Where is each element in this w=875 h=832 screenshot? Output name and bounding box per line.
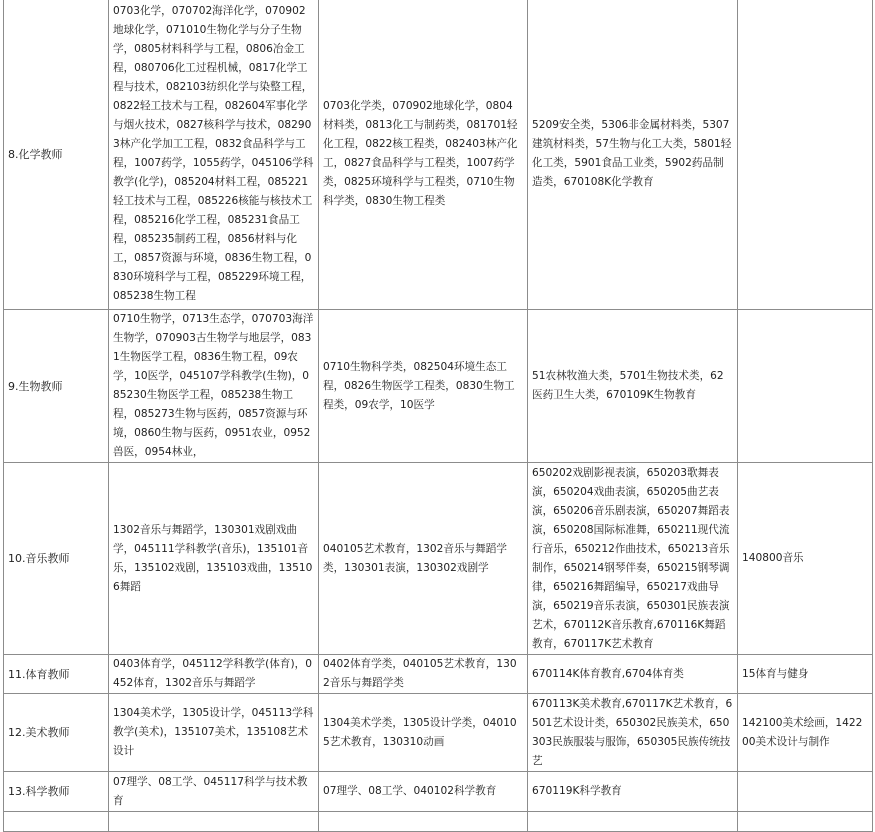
table-row xyxy=(4,694,873,772)
category-cell: 10.音乐教师 xyxy=(4,463,109,655)
secondary-majors-cell: 140800音乐 xyxy=(738,463,873,655)
graduate-majors-cell: 0710生物学，0713生态学，070703海洋生物学，070903古生物学与地层学，0831生物医学工程，0836生物工程，09农学，10医学，045107学科教学(生物)，085230生物医学工程，085238生物工程，085273生物与医药，0857资源与环境，0860生物与医药，0951农业，0952兽医，0954林业， xyxy=(109,310,319,463)
table-row xyxy=(4,772,873,812)
college-majors-cell: 650202戏剧影视表演，650203歌舞表演，650204戏曲表演，650205曲艺表演，650206音乐剧表演，650207舞蹈表演，650208国际标准舞，650211现代流行音乐，650212作曲技术，650213音乐制作，650214钢琴伴奏，650215钢琴调律，650216舞蹈编导，650217戏曲导演，650219音乐表演，650301民族表演艺术，670112K音乐教育,670116K舞蹈教育，670117K艺术教育 xyxy=(528,463,738,655)
table-row xyxy=(4,812,873,832)
college-majors-cell: 670113K美术教育,670117K艺术教育，6501艺术设计类，650302民族美术，650303民族服装与服饰，650305民族传统技艺 xyxy=(528,694,738,772)
undergrad-majors-cell: 0703化学类，070902地球化学，0804材料类，0813化工与制药类，081701轻化工程，0822核工程类，082403林产化工，0827食品科学与工程类，1007药学类，0825环境科学与工程类，0710生物科学类，0830生物工程类 xyxy=(319,0,528,310)
undergrad-majors-cell: 1304美术学类，1305设计学类，040105艺术教育，130310动画 xyxy=(319,694,528,772)
category-cell: 13.科学教师 xyxy=(4,772,109,812)
graduate-majors-cell: 1302音乐与舞蹈学，130301戏剧戏曲学，045111学科教学(音乐)，135101音乐，135102戏剧，135103戏曲，135106舞蹈 xyxy=(109,463,319,655)
college-majors-cell: 670119K科学教育 xyxy=(528,772,738,812)
college-majors-cell: 670114K体育教育,6704体育类 xyxy=(528,655,738,694)
major-table xyxy=(3,0,873,832)
undergrad-majors-cell: 07理学、08工学、040102科学教育 xyxy=(319,772,528,812)
category-cell: 8.化学教师 xyxy=(4,0,109,310)
undergrad-majors-cell: 0710生物科学类，082504环境生态工程，0826生物医学工程类，0830生物工程类，09农学，10医学 xyxy=(319,310,528,463)
category-cell: 12.美术教师 xyxy=(4,694,109,772)
college-majors-cell: 5209安全类，5306非金属材料类，5307建筑材料类，57生物与化工大类，5801轻化工类，5901食品工业类，5902药品制造类，670108K化学教育 xyxy=(528,0,738,310)
secondary-majors-cell: 15体育与健身 xyxy=(738,655,873,694)
undergrad-majors-cell: 040105艺术教育，1302音乐与舞蹈学类，130301表演，130302戏剧学 xyxy=(319,463,528,655)
table-row xyxy=(4,0,873,310)
graduate-majors-cell: 0403体育学，045112学科教学(体育)，0452体育，1302音乐与舞蹈学 xyxy=(109,655,319,694)
graduate-majors-cell: 1304美术学，1305设计学，045113学科教学(美术)，135107美术，135108艺术设计 xyxy=(109,694,319,772)
category-cell: 9.生物教师 xyxy=(4,310,109,463)
undergrad-majors-cell: 0402体育学类，040105艺术教育，1302音乐与舞蹈学类 xyxy=(319,655,528,694)
graduate-majors-cell: 07理学、08工学、045117科学与技术教育 xyxy=(109,772,319,812)
secondary-majors-cell xyxy=(738,772,873,812)
undergrad-majors-cell xyxy=(319,812,528,832)
table-row xyxy=(4,655,873,694)
category-cell xyxy=(4,812,109,832)
category-cell: 11.体育教师 xyxy=(4,655,109,694)
secondary-majors-cell xyxy=(738,0,873,310)
table-row xyxy=(4,310,873,463)
secondary-majors-cell xyxy=(738,310,873,463)
graduate-majors-cell xyxy=(109,812,319,832)
college-majors-cell xyxy=(528,812,738,832)
secondary-majors-cell: 142100美术绘画，142200美术设计与制作 xyxy=(738,694,873,772)
graduate-majors-cell: 0703化学，070702海洋化学，070902地球化学，071010生物化学与分子生物学，0805材料科学与工程，0806冶金工程，080706化工过程机械，0817化学工程与技术，082103纺织化学与染整工程，0822轻工技术与工程，082604军事化学与烟火技术，0827核科学与技术，082903林产化学加工工程，0832食品科学与工程，1007药学，1055药学，045106学科教学(化学)，085204材料工程，085221轻工技术与工程，085226核能与核技术工程，085216化学工程，085231食品工程，085235制药工程，0856材料与化工，0857资源与环境，0836生物工程，0830环境科学与工程，085229环境工程，085238生物工程 xyxy=(109,0,319,310)
table-row xyxy=(4,463,873,655)
college-majors-cell: 51农林牧渔大类，5701生物技术类，62医药卫生大类，670109K生物教育 xyxy=(528,310,738,463)
secondary-majors-cell xyxy=(738,812,873,832)
